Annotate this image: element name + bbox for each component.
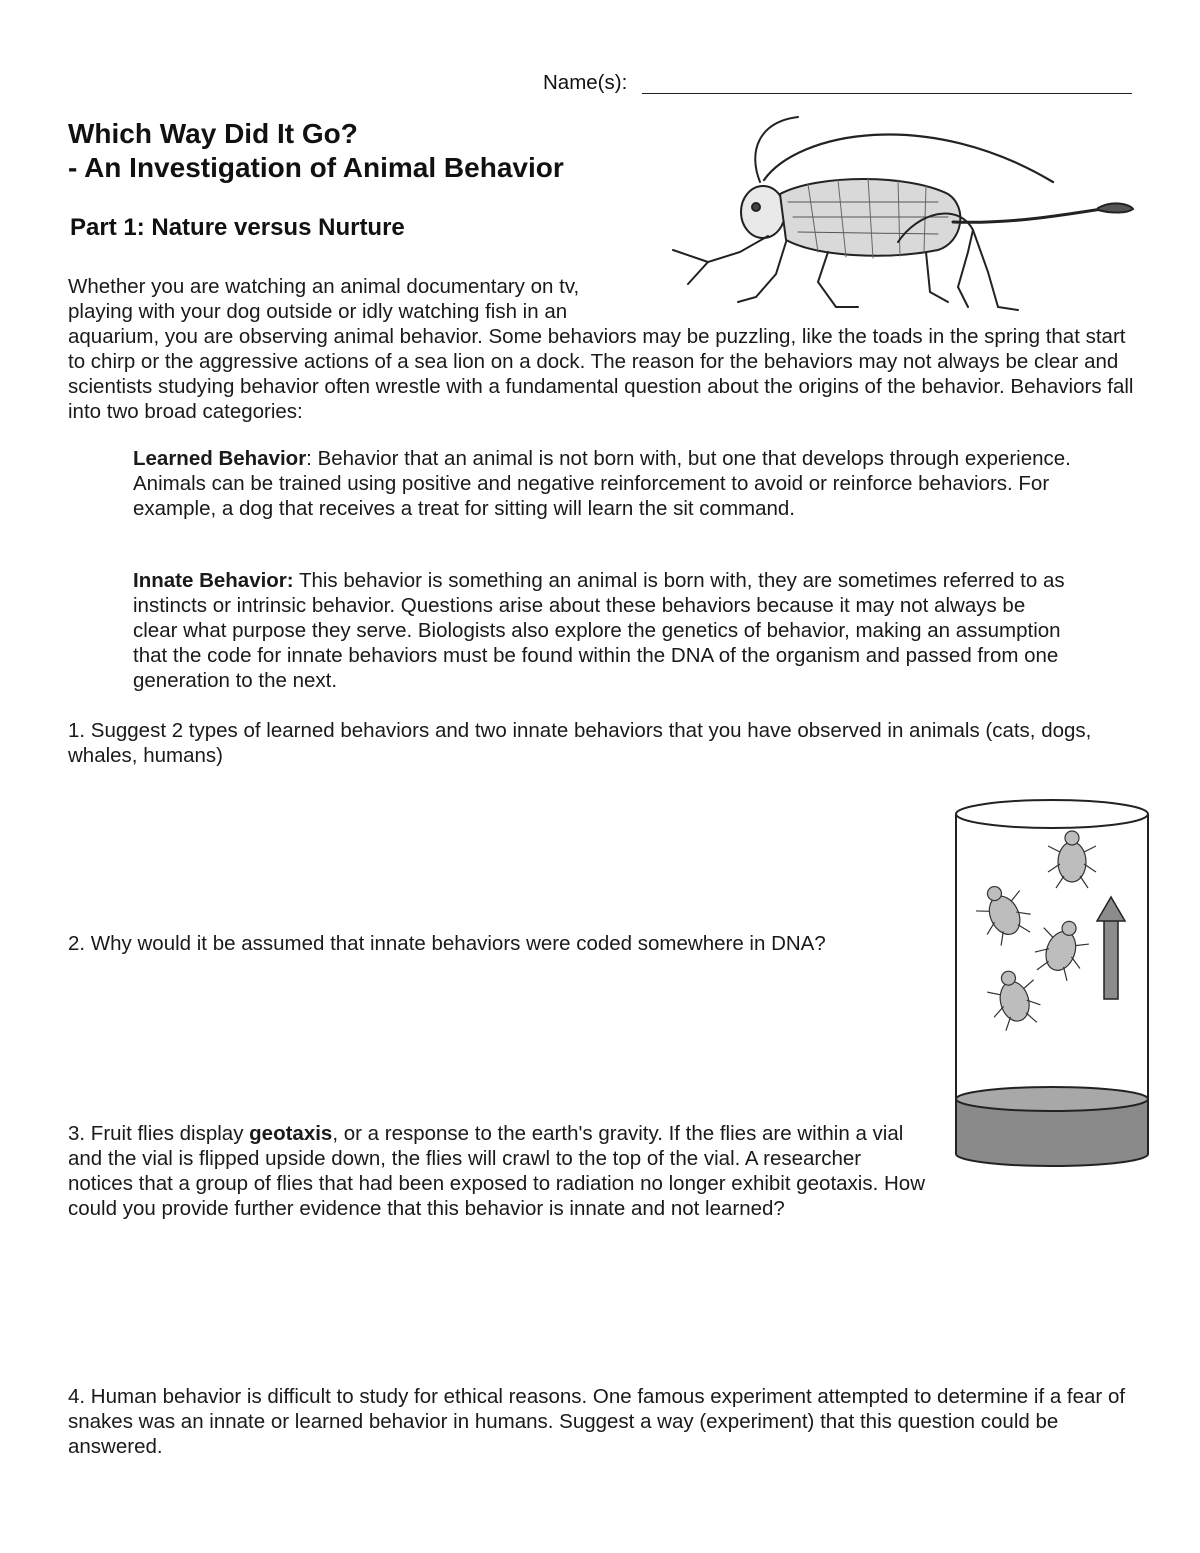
intro-paragraph: aquarium, you are observing animal behavior. Some behaviors may be puzzling, like the toads in the spring that start to chirp or the aggressive actions of a sea lion on a dock. The reason for the behaviors may not always be clear and scientists studying behavior often wrestle with a fundamental question about the origins of the behavior. Behaviors fall into two broad categories: [68, 325, 1134, 423]
section-heading: Part 1: Nature versus Nurture [70, 214, 405, 241]
question-2: 2. Why would it be assumed that innate behaviors were coded somewhere in DNA? [68, 932, 826, 955]
learned-behavior-definition [133, 446, 1073, 521]
question-1: 1. Suggest 2 types of learned behaviors and two innate behaviors that you have observed in animals (cats, dogs, whales, humans) [68, 719, 1092, 767]
question-3 [68, 1121, 1148, 1221]
page-title [68, 117, 564, 185]
innate-behavior-text: This behavior is something an animal is born with, they are sometimes referred to as instincts or intrinsic behavior. Questions arise about these behaviors because it may not always be clear what purpose they serve. Biologists also explore the genetics of behavior, making an assumption that the code for innate behaviors must be found within the DNA of the organism and passed from one generation to the next. [133, 569, 1065, 692]
title-line-2: - An Investigation of Animal Behavior [68, 152, 564, 183]
up-arrow-icon [1097, 897, 1125, 999]
question-3-pre: 3. Fruit flies display [68, 1122, 250, 1145]
intro-paragraph-wrap: Whether you are watching an animal documentary on tv, playing with your dog outside or idly watching fish in an [68, 275, 580, 323]
fly-vial-illustration [952, 794, 1152, 1174]
name-input-line[interactable] [642, 93, 1132, 94]
learned-behavior-term: Learned Behavior [133, 447, 307, 470]
name-label: Name(s): [543, 71, 628, 94]
question-3-wrap [68, 1121, 928, 1221]
innate-behavior-definition [133, 568, 1073, 693]
geotaxis-term: geotaxis [249, 1122, 333, 1145]
question-3-post: , or a response to the earth's gravity. If the flies are within a vial and the vial is flipped upside down, the flies will crawl to the top of the vial. A researcher notices that a group of flies that had been exposed to radiation no longer exhibit geotaxis. How could you provide further evidence that this behavior is innate and not learned? [68, 1122, 926, 1220]
title-line-1: Which Way Did It Go? [68, 118, 358, 149]
learned-behavior-text: : Behavior that an animal is not born with, but one that develops through experience. Animals can be trained using positive and negative reinforcement to avoid or reinforce behaviors. For example, a dog that receives a treat for sitting will learn the sit command. [133, 447, 1071, 520]
question-4: 4. Human behavior is difficult to study for ethical reasons. One famous experiment attempted to determine if a fear of snakes was an innate or learned behavior in humans. Suggest a way (experiment) that this question could be answered. [68, 1385, 1126, 1458]
innate-behavior-term: Innate Behavior: [133, 569, 294, 592]
cricket-illustration [668, 112, 1136, 312]
